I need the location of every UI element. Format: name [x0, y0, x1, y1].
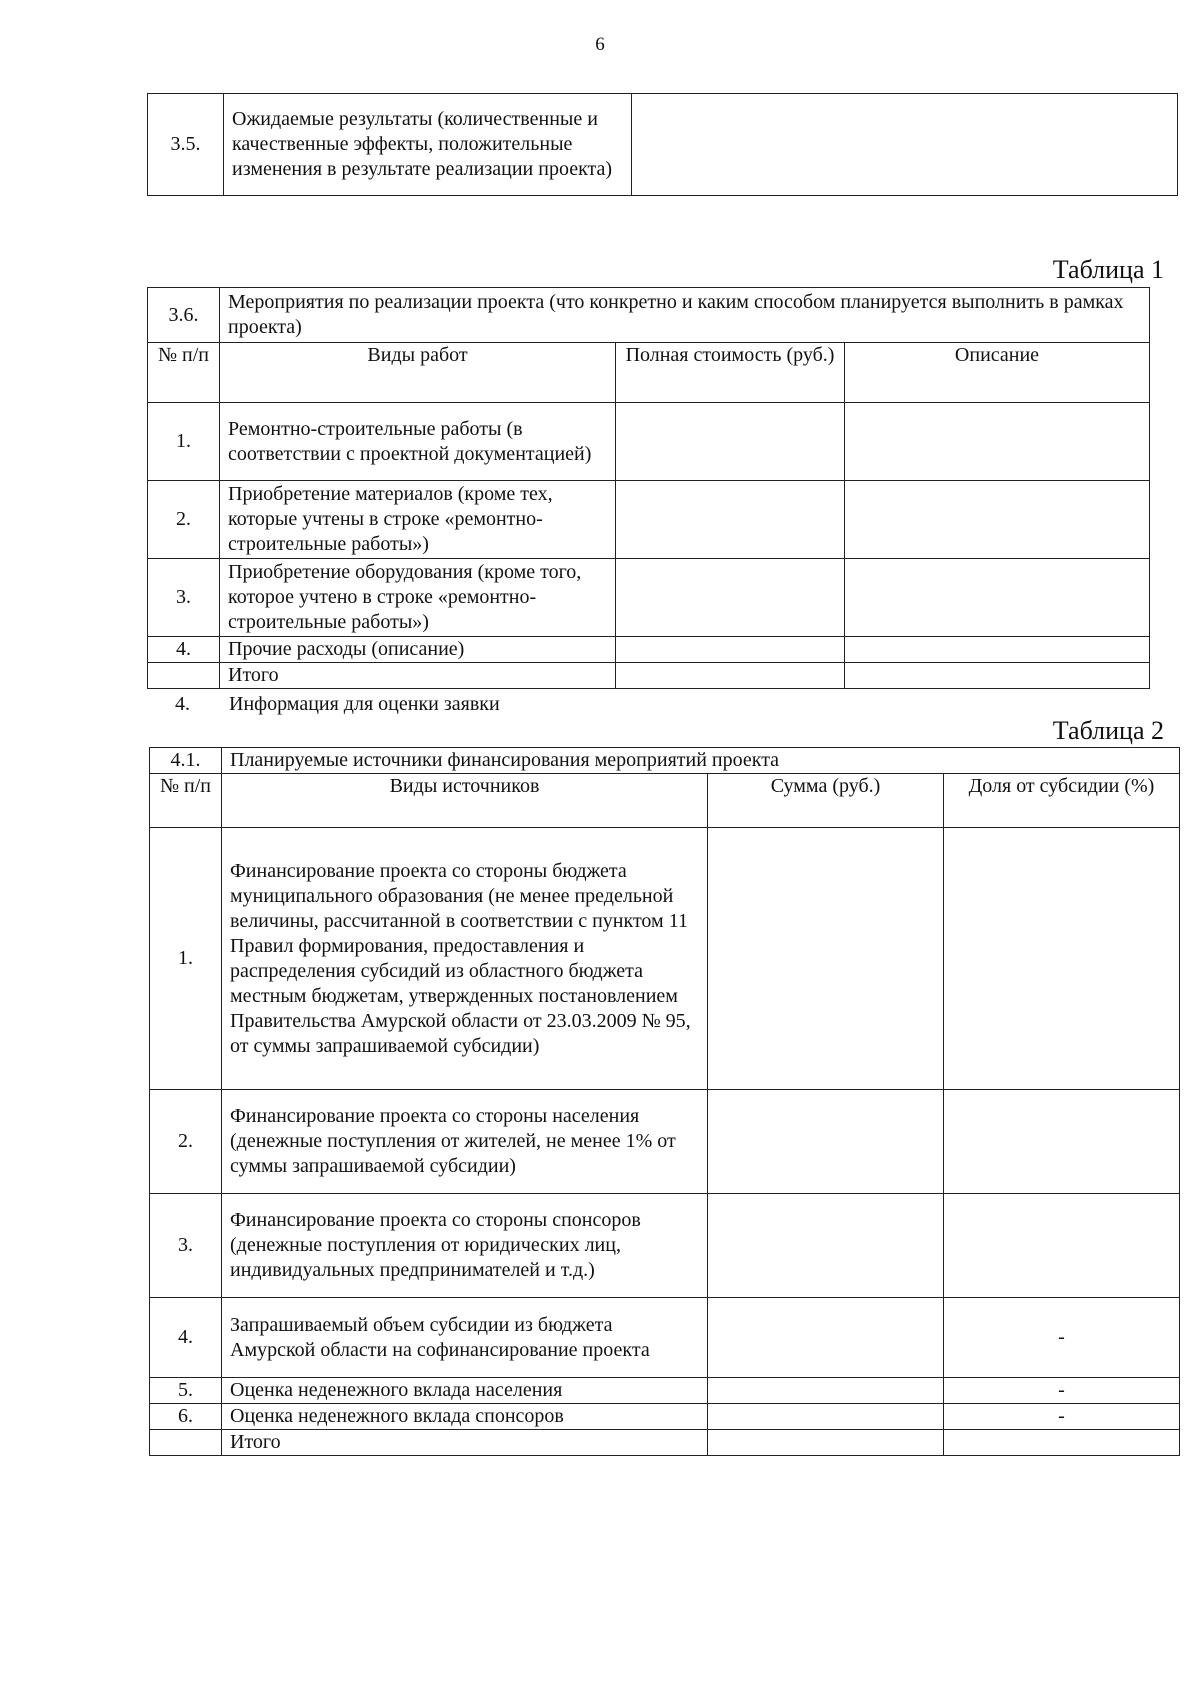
description-cell [845, 637, 1150, 663]
share-cell [944, 1430, 1180, 1456]
work-type-cell: Ремонтно-строительные работы (в соответствии с проектной документацией) [220, 403, 616, 481]
table-row [148, 403, 1150, 481]
section-title: Мероприятия по реализации проекта (что конкретно и каким способом планируется выполнить в рамках проекта) [220, 288, 1150, 343]
description-cell [845, 403, 1150, 481]
page-number: 6 [595, 34, 605, 55]
column-header: Виды работ [220, 343, 616, 403]
table-row [150, 1404, 1180, 1430]
table-row [148, 559, 1150, 637]
section-4-number: 4. [175, 693, 190, 715]
activities-table [147, 287, 1150, 689]
cost-cell [616, 559, 845, 637]
table-row [148, 94, 1178, 196]
row-number: 3.5. [148, 94, 224, 196]
row-number: 4. [150, 1298, 222, 1378]
share-cell [944, 828, 1180, 1090]
section-number: 4.1. [150, 748, 222, 774]
column-header: Доля от субсидии (%) [944, 774, 1180, 828]
table-row [150, 828, 1180, 1090]
table-header-row [150, 774, 1180, 828]
source-type-cell: Оценка неденежного вклада населения [222, 1378, 708, 1404]
expected-results-label: Ожидаемые результаты (количественные и качественные эффекты, положительные изменения в результате реализации проекта) [224, 94, 632, 196]
row-number: 6. [150, 1404, 222, 1430]
source-type-cell: Оценка неденежного вклада спонсоров [222, 1404, 708, 1430]
cost-cell [616, 663, 845, 689]
total-label: Итого [222, 1430, 708, 1456]
table-row [148, 637, 1150, 663]
column-header: № п/п [150, 774, 222, 828]
amount-cell [708, 828, 944, 1090]
cost-cell [616, 481, 845, 559]
row-number: 3. [148, 559, 220, 637]
total-label: Итого [220, 663, 616, 689]
amount-cell [708, 1430, 944, 1456]
share-cell [944, 1194, 1180, 1298]
row-number: 5. [150, 1378, 222, 1404]
column-header: Описание [845, 343, 1150, 403]
row-number: 2. [148, 481, 220, 559]
expected-results-value [632, 94, 1178, 196]
section-number: 3.6. [148, 288, 220, 343]
section-3-5-table [147, 93, 1178, 196]
table2-caption: Таблица 2 [1052, 716, 1164, 745]
work-type-cell: Приобретение оборудования (кроме того, которое учтено в строке «ремонтно-строительные работы») [220, 559, 616, 637]
section-title: Планируемые источники финансирования мероприятий проекта [222, 748, 1180, 774]
source-type-cell: Запрашиваемый объем субсидии из бюджета Амурской области на софинансирование проекта [222, 1298, 708, 1378]
row-number: 3. [150, 1194, 222, 1298]
table-row [150, 1298, 1180, 1378]
row-number: 4. [148, 637, 220, 663]
source-type-cell: Финансирование проекта со стороны бюджета муниципального образования (не менее предельной величины, рассчитанной в соответствии с пунктом 11 Правил формирования, предоставления и распределения субсидий из областного бюджета местным бюджетам, утвержденных постановлением Правительства Амурской области от 23.03.2009 № 95, от суммы запрашиваемой субсидии) [222, 828, 708, 1090]
table-row [150, 1430, 1180, 1456]
row-number [148, 663, 220, 689]
funding-sources-table [149, 747, 1180, 1456]
share-cell [944, 1090, 1180, 1194]
share-cell: - [944, 1378, 1180, 1404]
column-header: № п/п [148, 343, 220, 403]
row-number: 1. [148, 403, 220, 481]
column-header: Сумма (руб.) [708, 774, 944, 828]
source-type-cell: Финансирование проекта со стороны населения (денежные поступления от жителей, не менее 1% от суммы запрашиваемой субсидии) [222, 1090, 708, 1194]
table1-caption: Таблица 1 [1052, 255, 1164, 284]
amount-cell [708, 1090, 944, 1194]
table-row [148, 288, 1150, 343]
table-header-row [148, 343, 1150, 403]
row-number: 1. [150, 828, 222, 1090]
section-4-title: Информация для оценки заявки [229, 693, 500, 715]
table-row [150, 748, 1180, 774]
amount-cell [708, 1194, 944, 1298]
description-cell [845, 663, 1150, 689]
column-header: Виды источников [222, 774, 708, 828]
cost-cell [616, 403, 845, 481]
amount-cell [708, 1298, 944, 1378]
row-number: 2. [150, 1090, 222, 1194]
table-row [150, 1378, 1180, 1404]
source-type-cell: Финансирование проекта со стороны спонсоров (денежные поступления от юридических лиц, индивидуальных предпринимателей и т.д.) [222, 1194, 708, 1298]
amount-cell [708, 1404, 944, 1430]
share-cell: - [944, 1404, 1180, 1430]
share-cell: - [944, 1298, 1180, 1378]
table-row [148, 663, 1150, 689]
row-number [150, 1430, 222, 1456]
description-cell [845, 559, 1150, 637]
table-row [148, 481, 1150, 559]
cost-cell [616, 637, 845, 663]
work-type-cell: Прочие расходы (описание) [220, 637, 616, 663]
table-row [150, 1194, 1180, 1298]
amount-cell [708, 1378, 944, 1404]
table-row [150, 1090, 1180, 1194]
column-header: Полная стоимость (руб.) [616, 343, 845, 403]
description-cell [845, 481, 1150, 559]
work-type-cell: Приобретение материалов (кроме тех, которые учтены в строке «ремонтно-строительные работы») [220, 481, 616, 559]
